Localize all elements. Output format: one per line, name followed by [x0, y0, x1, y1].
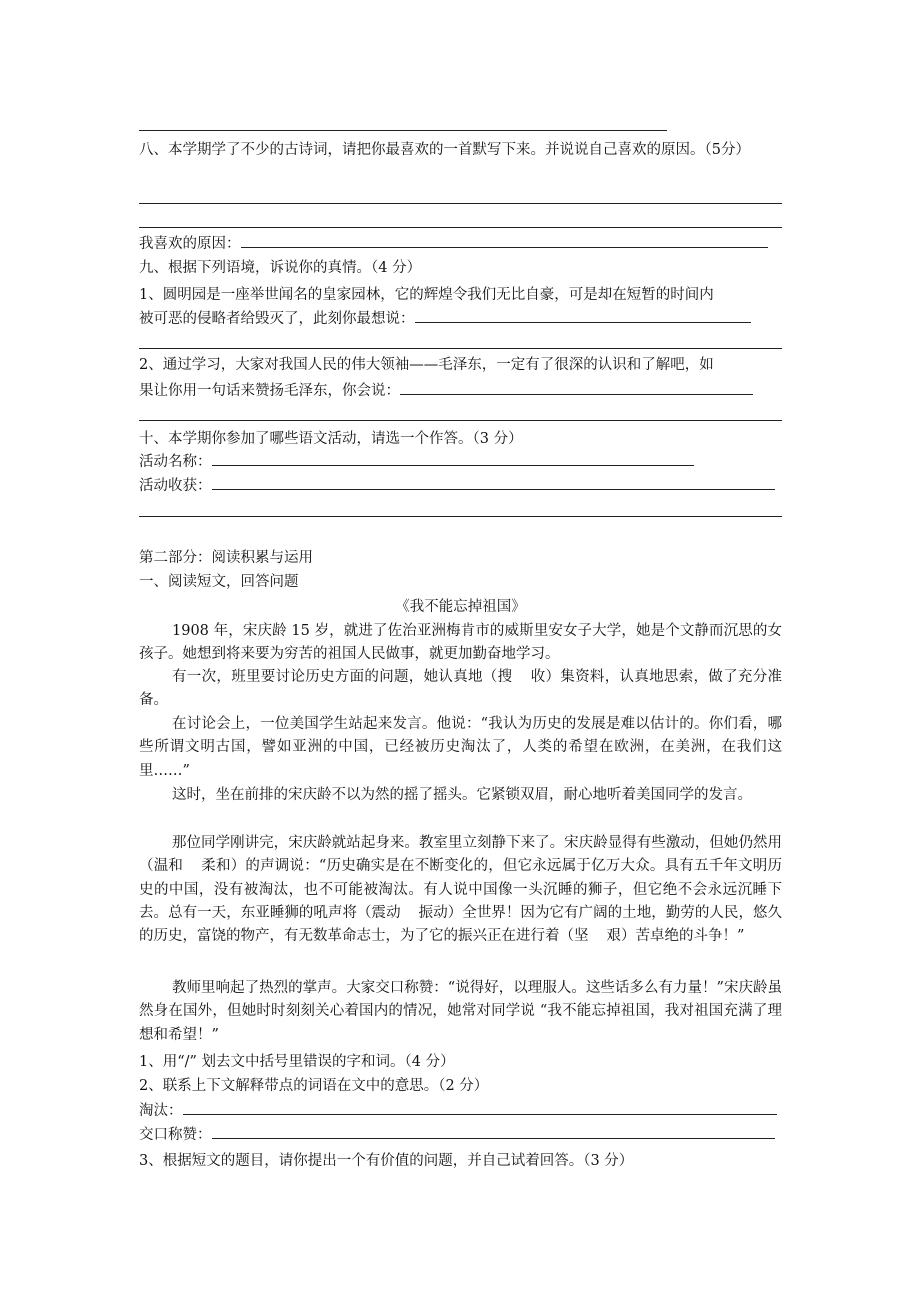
passage-paragraph-2	[139, 666, 782, 713]
q9-item2-line2-row	[139, 380, 753, 402]
question-10-prompt: 十、本学期你参加了哪些语文活动，请选一个作答。（3 分）	[139, 431, 523, 447]
reading-question-2: 2、联系上下文解释带点的词语在文中的意思。（2 分）	[139, 1078, 489, 1094]
passage-paragraph-5	[139, 832, 782, 948]
answer-line[interactable]	[139, 516, 782, 517]
p5-part-d: 艰）苦卓绝的斗争！”	[606, 928, 745, 945]
passage-paragraph-4: 这时，坐在前排的宋庆龄不以为然的摇了摇头。它紧锁双眉，耐心地听着美国同学的发言。	[172, 787, 752, 803]
p5-part-b: 柔和）的声调说：“历史确实是在不断变化的，但它永远属于亿万大众。具有五千年文明历史的中国，没有被淘汰，也不可能被淘汰。有人说中国像一头沉睡的狮子，但它绝不会永远沉睡下去。总有一天，东亚睡狮的吼声将（震动	[139, 858, 782, 921]
answer-line	[139, 130, 667, 131]
reason-row	[139, 233, 768, 255]
answer-line[interactable]	[139, 227, 782, 228]
activity-name-line[interactable]	[212, 451, 694, 466]
answer-line[interactable]	[139, 420, 782, 421]
activity-gain-row	[139, 475, 775, 497]
p5-part-a: 那位同学刚讲完，宋庆龄就站起身来。教室里立刻静下来了。宋庆龄显得有些激动，但她仍然用（温和	[139, 835, 782, 875]
q9-item1-line1: 1、圆明园是一座举世闻名的皇家园林，它的辉煌令我们无比自豪，可是却在短暂的时间内	[139, 287, 714, 303]
part2-subheading: 一、阅读短文，回答问题	[139, 574, 299, 590]
p5-part-c: 振动）全世界！因为它有广阔的土地，勤劳的人民，悠久的历史，富饶的物产，有无数革命志士，为了它的振兴正在进行着（坚	[139, 904, 783, 945]
reason-answer-line[interactable]	[241, 233, 768, 248]
q9-item1-answer-line[interactable]	[415, 308, 751, 323]
activity-gain-label: 活动收获：	[139, 478, 212, 494]
word-jiaokou-answer-line[interactable]	[212, 1124, 775, 1139]
q9-item2-line1: 2、通过学习，大家对我国人民的伟大领袖——毛泽东，一定有了很深的认识和了解吧，如	[139, 357, 714, 373]
passage-title: 《我不能忘掉祖国》	[395, 599, 526, 615]
q9-item1-line2-row	[139, 308, 751, 330]
word-row-taotai	[139, 1100, 777, 1122]
p2-part-a: 有一次，班里要讨论历史方面的问题，她认真地（搜	[172, 669, 513, 685]
passage-paragraph-6: 教师里响起了热烈的掌声。大家交口称赞：“说得好，以理服人。这些话多么有力量！”宋庆龄虽然身在国外，但她时时刻刻关心着国内的情况，她常对同学说 “我不能忘掉祖国，我对祖国充满了理想和希望！”	[139, 980, 782, 1043]
question-8-prompt: 八、本学期学了不少的古诗词，请把你最喜欢的一首默写下来。并说说自己喜欢的原因。（5分）	[139, 142, 750, 158]
p2-part-b: 收）集资料，认真地思索，做了充分准备。	[139, 669, 783, 709]
activity-name-row	[139, 451, 694, 473]
word-jiaokou-label: 交口称赞：	[139, 1127, 212, 1143]
word-row-jiaokou	[139, 1124, 775, 1146]
question-9-prompt: 九、根据下列语境，诉说你的真情。（4 分）	[139, 260, 422, 276]
answer-line[interactable]	[139, 348, 782, 349]
q9-item2-answer-line[interactable]	[400, 380, 753, 395]
part2-heading: 第二部分：阅读积累与运用	[139, 550, 313, 566]
passage-paragraph-1: 1908 年，宋庆龄 15 岁，就进了佐治亚洲梅肯市的威斯里安女子大学，她是个文静而沉思的女孩子。她想到将来要为穷苦的祖国人民做事，就更加勤奋地学习。	[139, 623, 782, 663]
passage-paragraph-3: 在讨论会上，一位美国学生站起来发言。他说：“我认为历史的发展是难以估计的。你们看，哪些所谓文明古国，譬如亚洲的中国，已经被历史淘汰了，人类的希望在欧洲，在美洲，在我们这里……”	[139, 716, 782, 779]
q9-item2-line2: 果让你用一句话来赞扬毛泽东，你会说：	[139, 383, 400, 399]
answer-line[interactable]	[139, 203, 782, 204]
q9-item1-line2: 被可恶的侵略者给毁灭了，此刻你最想说：	[139, 311, 415, 327]
reading-question-3: 3、根据短文的题目，请你提出一个有价值的问题，并自己试着回答。（3 分）	[139, 1153, 634, 1169]
activity-gain-line[interactable]	[212, 475, 775, 490]
word-taotai-label: 淘汰：	[139, 1103, 183, 1119]
word-taotai-answer-line[interactable]	[183, 1100, 777, 1115]
reading-question-1: 1、用“/” 划去文中括号里错误的字和词。（4 分）	[139, 1054, 455, 1070]
activity-name-label: 活动名称：	[139, 454, 212, 470]
reason-label: 我喜欢的原因：	[139, 236, 241, 252]
